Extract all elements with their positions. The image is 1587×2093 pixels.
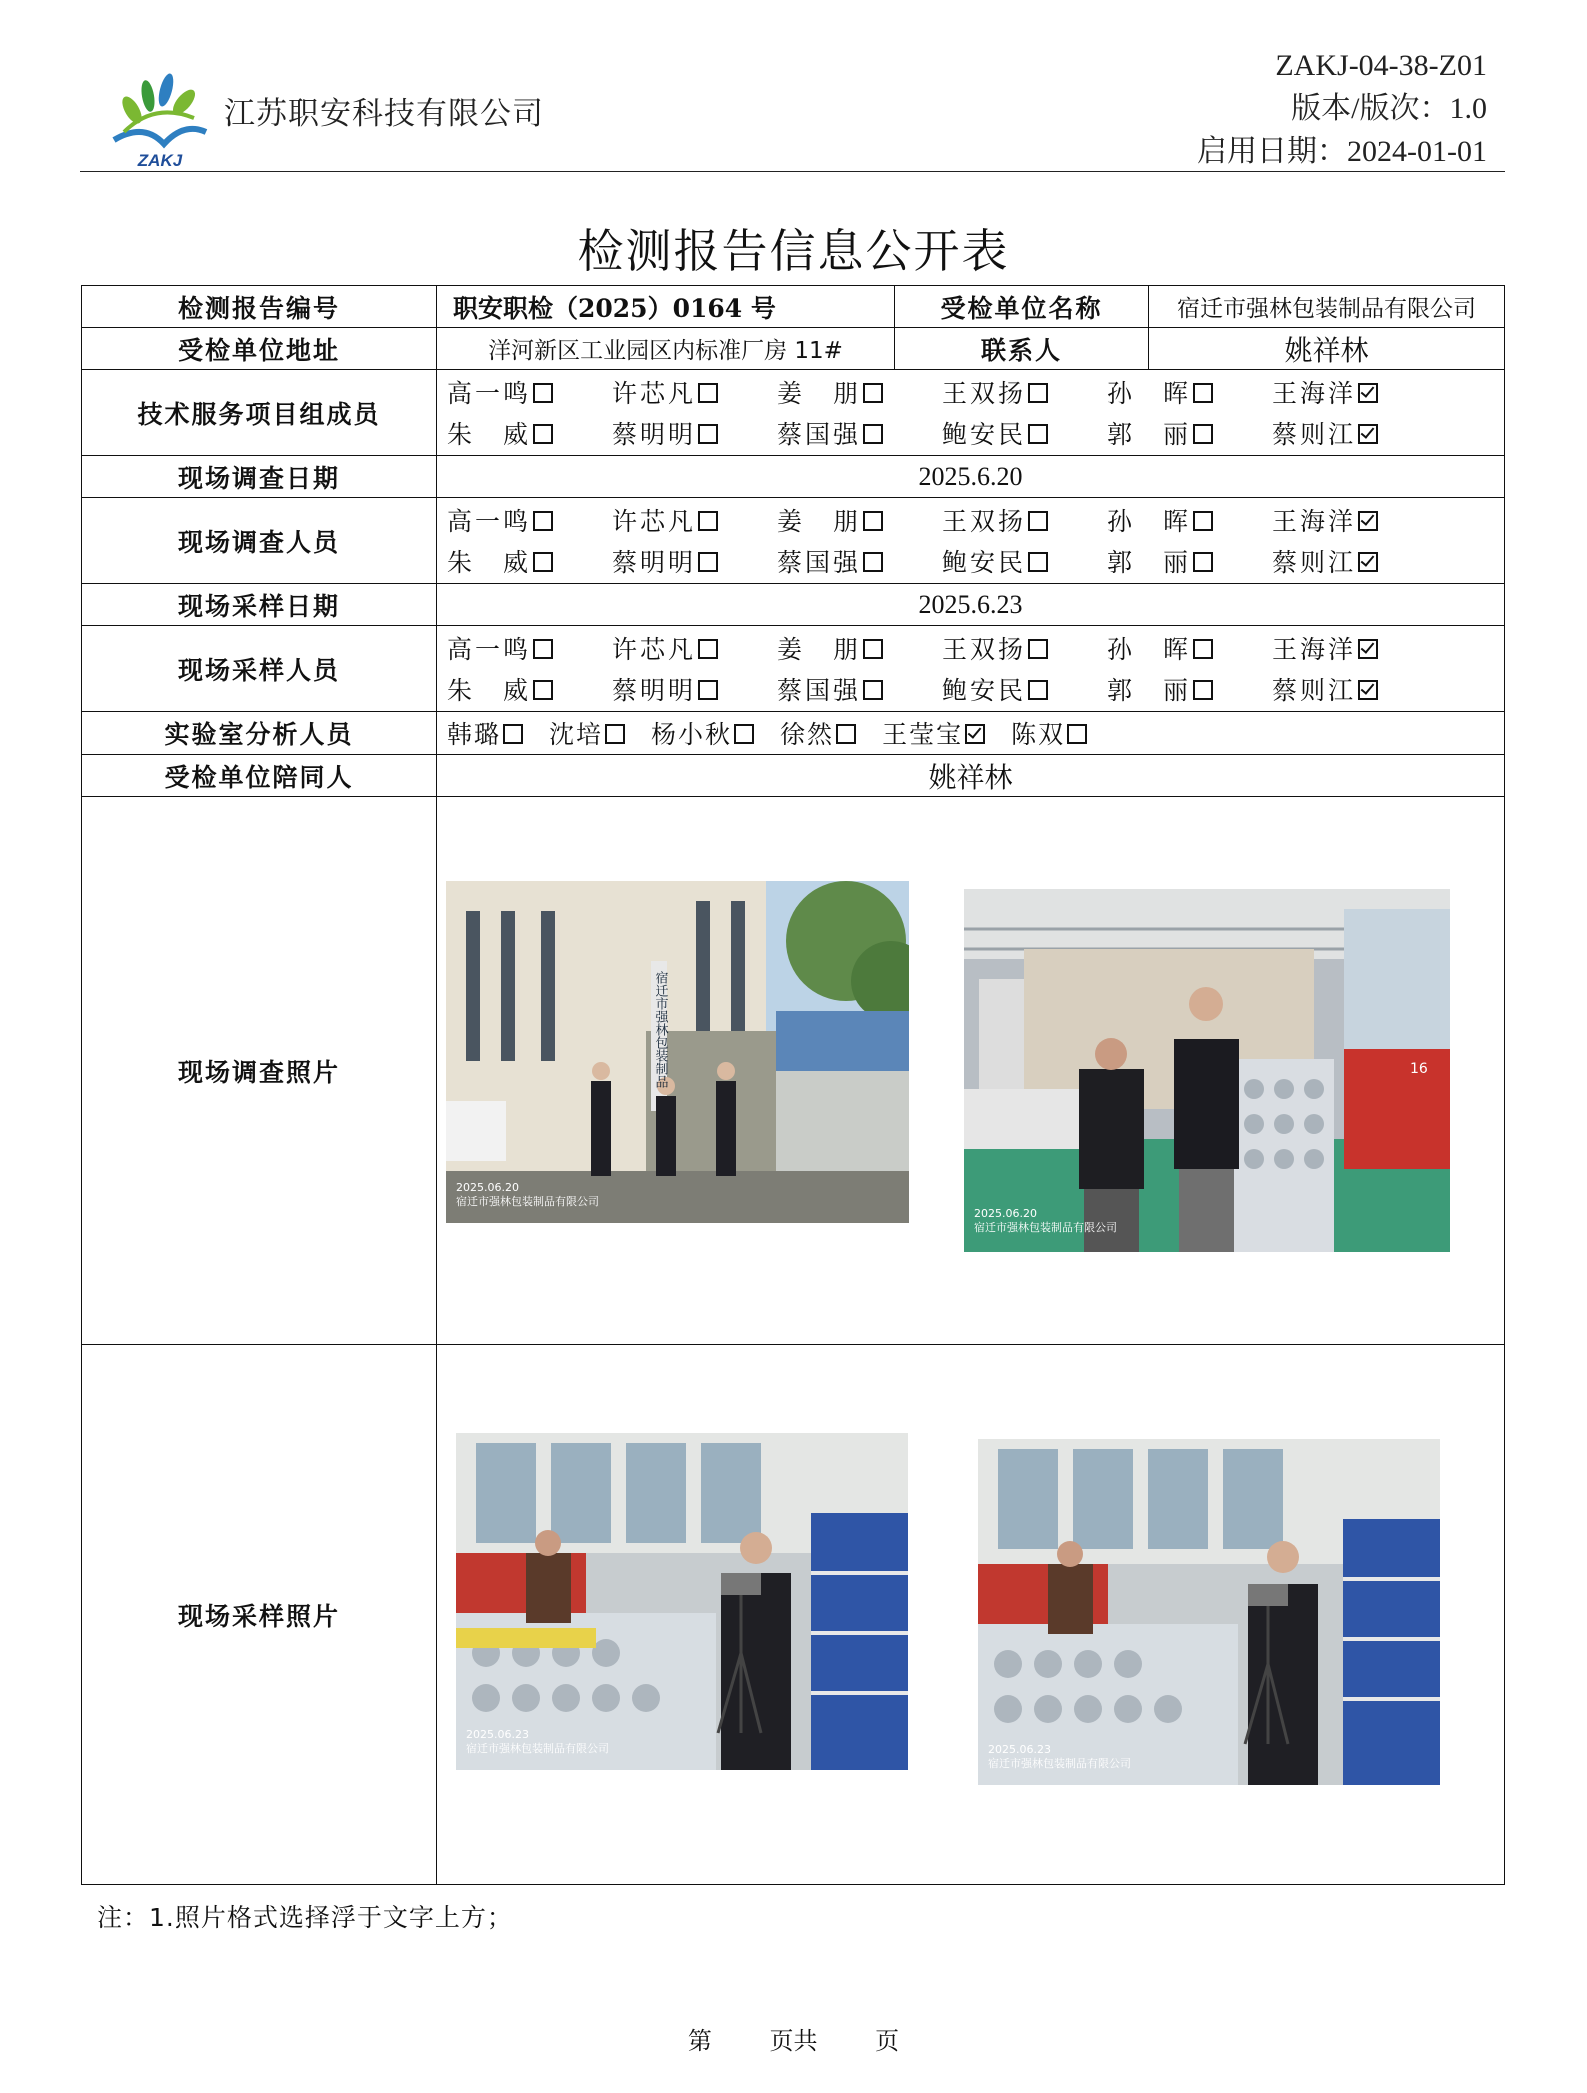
document-meta (1197, 44, 1487, 173)
member-item: 鲍安民 (942, 543, 1107, 579)
lab-member: 陈双 (1011, 715, 1087, 751)
member-item: 朱 威 (447, 415, 612, 451)
lab-member: 韩璐 (447, 715, 523, 751)
page-label: 第 (687, 2027, 712, 2055)
member-item: 许芯凡 (612, 374, 777, 410)
company-name: 江苏职安科技有限公司 (224, 96, 544, 132)
unit-name-label: 受检单位名称 (895, 286, 1149, 328)
checkbox[interactable] (1067, 724, 1087, 744)
sampling-photo-label: 现场采样照片 (82, 1345, 437, 1885)
page-title: 检测报告信息公开表 (577, 224, 1010, 278)
lab-member: 王莹宝 (882, 715, 985, 751)
checkbox[interactable] (533, 552, 553, 572)
member-item: 郭 丽 (1107, 415, 1272, 451)
sampling-photos (437, 1345, 1505, 1885)
checkbox[interactable] (1028, 639, 1048, 659)
checkbox[interactable] (1193, 639, 1213, 659)
checkbox[interactable] (1028, 680, 1048, 700)
member-item: 蔡国强 (777, 543, 942, 579)
member-item: 高一鸣 (447, 630, 612, 666)
contact-value: 姚祥林 (1149, 328, 1505, 370)
checkbox[interactable] (863, 383, 883, 403)
member-item: 许芯凡 (612, 502, 777, 538)
sampling-row-2 (447, 669, 1504, 710)
checkbox[interactable] (1193, 383, 1213, 403)
checkbox[interactable] (1028, 511, 1048, 531)
survey-photo-1 (446, 881, 909, 1223)
sampling-photo-2 (978, 1439, 1440, 1785)
member-item: 孙 晖 (1107, 374, 1272, 410)
checkbox[interactable] (734, 724, 754, 744)
photo-watermark: 2025.06.20 宿迁市强林包装制品有限公司 (456, 1181, 599, 1208)
doc-code: ZAKJ-04-38-Z01 (1275, 49, 1487, 82)
member-item: 许芯凡 (612, 630, 777, 666)
checkbox[interactable] (698, 511, 718, 531)
checkbox[interactable] (1193, 424, 1213, 444)
member-item: 姜 朋 (777, 502, 942, 538)
checkbox[interactable] (698, 424, 718, 444)
checkbox[interactable] (698, 383, 718, 403)
survey-photos (437, 797, 1505, 1345)
member-item: 蔡则江 (1272, 415, 1437, 451)
report-no-label: 检测报告编号 (82, 286, 437, 328)
member-item: 姜 朋 (777, 374, 942, 410)
lab-staff (437, 712, 1505, 755)
lab-member: 徐然 (780, 715, 856, 751)
team-label: 技术服务项目组成员 (82, 370, 437, 456)
team-row-1 (447, 372, 1504, 413)
sampling-date-value: 2025.6.23 (437, 584, 1505, 626)
building-sign: 宿迁市强林包装制品 (652, 971, 668, 1088)
member-item: 王双扬 (942, 502, 1107, 538)
member-item: 蔡国强 (777, 415, 942, 451)
checkbox[interactable] (1193, 511, 1213, 531)
page-of-label: 页共 (769, 2027, 818, 2055)
checkbox[interactable] (533, 383, 553, 403)
checkbox-checked[interactable] (1358, 383, 1378, 403)
escort-value: 姚祥林 (437, 755, 1505, 797)
checkbox[interactable] (863, 639, 883, 659)
unit-name-value: 宿迁市强林包装制品有限公司 (1149, 286, 1505, 328)
survey-row-1 (447, 500, 1504, 541)
header-divider (80, 171, 1505, 172)
contact-label: 联系人 (895, 328, 1149, 370)
survey-photo-label: 现场调查照片 (82, 797, 437, 1345)
checkbox-checked[interactable] (1358, 639, 1378, 659)
member-item: 郭 丽 (1107, 543, 1272, 579)
member-item: 蔡明明 (612, 415, 777, 451)
survey-staff (437, 498, 1505, 584)
checkbox[interactable] (1193, 680, 1213, 700)
survey-date-label: 现场调查日期 (82, 456, 437, 498)
sampling-photo-1 (456, 1433, 908, 1770)
survey-staff-label: 现场调查人员 (82, 498, 437, 584)
doc-version: 版本/版次：1.0 (1291, 92, 1487, 125)
address-value: 洋河新区工业园区内标准厂房 11# (437, 328, 895, 370)
member-item: 王海洋 (1272, 630, 1437, 666)
sampling-staff (437, 626, 1505, 712)
member-item: 王双扬 (942, 630, 1107, 666)
photo-watermark: 2025.06.23 宿迁市强林包装制品有限公司 (988, 1743, 1131, 1770)
checkbox[interactable] (863, 424, 883, 444)
member-item: 蔡明明 (612, 671, 777, 707)
photo-watermark: 2025.06.20 宿迁市强林包装制品有限公司 (974, 1207, 1117, 1234)
checkbox[interactable] (1193, 552, 1213, 572)
checkbox-checked[interactable] (1358, 552, 1378, 572)
member-item: 王海洋 (1272, 374, 1437, 410)
checkbox[interactable] (533, 511, 553, 531)
survey-photo-2 (964, 889, 1450, 1252)
checkbox[interactable] (836, 724, 856, 744)
checkbox[interactable] (533, 680, 553, 700)
checkbox[interactable] (1028, 424, 1048, 444)
checkbox[interactable] (533, 424, 553, 444)
checkbox[interactable] (605, 724, 625, 744)
member-item: 蔡则江 (1272, 543, 1437, 579)
escort-label: 受检单位陪同人 (82, 755, 437, 797)
checkbox[interactable] (1028, 383, 1048, 403)
member-item: 鲍安民 (942, 671, 1107, 707)
checkbox[interactable] (698, 639, 718, 659)
member-item: 朱 威 (447, 543, 612, 579)
company-logo (104, 62, 216, 170)
member-item: 高一鸣 (447, 374, 612, 410)
survey-row-2 (447, 541, 1504, 582)
survey-date-value: 2025.6.20 (437, 456, 1505, 498)
member-item: 蔡国强 (777, 671, 942, 707)
member-item: 孙 晖 (1107, 502, 1272, 538)
member-item: 蔡明明 (612, 543, 777, 579)
member-item: 姜 朋 (777, 630, 942, 666)
doc-effective-date: 启用日期：2024-01-01 (1197, 135, 1487, 168)
checkbox-checked[interactable] (1358, 680, 1378, 700)
sampling-row-1 (447, 628, 1504, 669)
member-item: 朱 威 (447, 671, 612, 707)
member-item: 蔡则江 (1272, 671, 1437, 707)
photo-watermark: 2025.06.23 宿迁市强林包装制品有限公司 (466, 1728, 609, 1755)
report-no-value: 职安职检（2025）0164 号 (437, 286, 895, 328)
member-item: 郭 丽 (1107, 671, 1272, 707)
checkbox-checked[interactable] (965, 724, 985, 744)
lab-staff-label: 实验室分析人员 (82, 712, 437, 755)
checkbox[interactable] (863, 511, 883, 531)
sampling-staff-label: 现场采样人员 (82, 626, 437, 712)
team-row-2 (447, 413, 1504, 454)
checkbox[interactable] (698, 680, 718, 700)
sampling-date-label: 现场采样日期 (82, 584, 437, 626)
member-item: 王海洋 (1272, 502, 1437, 538)
machine-number: 16 (1410, 1061, 1428, 1077)
checkbox[interactable] (863, 680, 883, 700)
checkbox[interactable] (533, 639, 553, 659)
member-item: 孙 晖 (1107, 630, 1272, 666)
report-info-table (81, 285, 1505, 1885)
checkbox[interactable] (1028, 552, 1048, 572)
page-footer (0, 2021, 1587, 2056)
member-item: 高一鸣 (447, 502, 612, 538)
checkbox-checked[interactable] (1358, 511, 1378, 531)
checkbox[interactable] (698, 552, 718, 572)
lab-member: 杨小秋 (651, 715, 754, 751)
checkbox[interactable] (503, 724, 523, 744)
lab-member: 沈培 (549, 715, 625, 751)
checkbox[interactable] (863, 552, 883, 572)
logo-text: ZAKJ (137, 151, 183, 170)
footnote: 注：1.照片格式选择浮于文字上方； (97, 1903, 513, 1932)
member-item: 王双扬 (942, 374, 1107, 410)
page-end-label: 页 (875, 2027, 900, 2055)
team-members (437, 370, 1505, 456)
member-item: 鲍安民 (942, 415, 1107, 451)
checkbox-checked[interactable] (1358, 424, 1378, 444)
address-label: 受检单位地址 (82, 328, 437, 370)
